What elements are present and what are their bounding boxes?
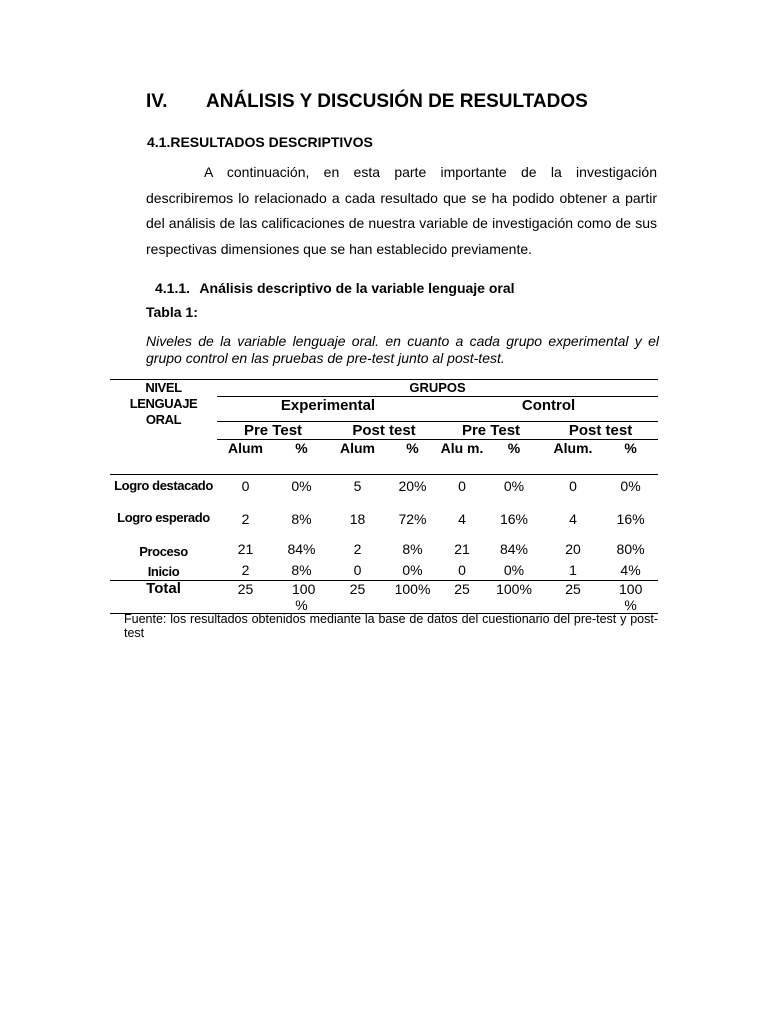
results-table [110, 379, 658, 614]
table-cell: 18 [349, 510, 366, 527]
table-row [110, 508, 658, 541]
col-header-alum: Alum [329, 440, 386, 475]
col-header-percent: % [485, 440, 543, 475]
table-cell: 0% [503, 478, 525, 494]
col-header-alum: Alum. [543, 440, 603, 475]
table-cell: 84% [499, 540, 529, 557]
table-cell: 2 [241, 510, 250, 527]
table-cell: 20% [398, 478, 427, 494]
header-pre-test-experimental: Pre Test [217, 422, 329, 440]
table-cell: 0 [329, 562, 386, 581]
row-label: Logro esperado [117, 509, 210, 525]
table-cell: 0% [386, 562, 439, 581]
header-experimental: Experimental [217, 397, 439, 422]
col-header-alum: Alum [217, 440, 274, 475]
col-header-percent: % [386, 440, 439, 475]
table-label: Tabla 1: [146, 304, 198, 320]
header-nivel: NIVEL LENGUAJE ORAL [110, 380, 217, 475]
table-cell: 84% [287, 540, 316, 557]
table-cell: 100% [386, 580, 439, 613]
header-control: Control [439, 397, 658, 422]
table-cell: 100 % [603, 580, 658, 613]
table-source-note: Fuente: los resultados obtenidos mediante la base de datos del cuestionario del pre-test y post-test [124, 612, 658, 640]
table-cell: 25 [329, 580, 386, 613]
table-caption: Niveles de la variable lenguaje oral. en cuanto a cada grupo experimental y el grupo control en las pruebas de pre-test junto al post-test. [146, 333, 659, 366]
table-cell: 25 [217, 580, 274, 613]
intro-paragraph: A continuación, en esta parte importante de la investigación describiremos lo relacionado a cada resultado que se ha podido obtener a partir del análisis de las calificaciones de nuestra variable de investigación como de sus respectivas dimensiones que se han establecido previamente. [146, 164, 657, 257]
table-cell: 0% [620, 478, 641, 494]
table-cell: 100% [485, 580, 543, 613]
table-cell: 20 [565, 540, 581, 557]
row-label: Inicio [110, 562, 217, 581]
table-cell: 0% [291, 478, 312, 494]
table-cell: 80% [616, 540, 645, 557]
table-cell: 5 [353, 478, 362, 494]
table-row [110, 475, 658, 508]
table-cell: 25 [543, 580, 603, 613]
table-cell: 2 [353, 540, 362, 557]
table-cell: 8% [274, 562, 329, 581]
table-cell: 1 [543, 562, 603, 581]
subsection-number: 4.1.1. [155, 280, 191, 296]
table-cell: 0 [241, 478, 250, 494]
table-cell: 16% [499, 510, 529, 527]
subsection-heading [155, 280, 515, 296]
table-cell: 0% [485, 562, 543, 581]
row-label-total: Total [110, 580, 217, 613]
table-cell: 25 [439, 580, 485, 613]
col-header-percent: % [603, 440, 658, 475]
table-cell: 16% [616, 510, 645, 527]
table-cell: 0 [458, 478, 466, 494]
chapter-number: IV. [146, 91, 168, 112]
table-row [110, 541, 658, 562]
table-cell: 2 [217, 562, 274, 581]
table-cell: 4 [569, 510, 577, 527]
table-cell: 72% [398, 510, 427, 527]
row-label: Proceso [139, 543, 188, 559]
header-grupos: GRUPOS [217, 380, 658, 397]
table-row-total [110, 580, 658, 613]
header-pre-test-control: Pre Test [439, 422, 543, 440]
table-cell: 0 [569, 478, 577, 494]
row-label: Logro destacado [114, 478, 213, 493]
table-cell: 21 [237, 540, 254, 557]
subsection-title: Análisis descriptivo de la variable lenguaje oral [199, 280, 515, 296]
header-post-test-experimental: Post test [329, 422, 439, 440]
table-cell: 8% [291, 510, 312, 527]
table-cell: 21 [454, 540, 470, 557]
header-post-test-control: Post test [543, 422, 658, 440]
section-heading: 4.1.RESULTADOS DESCRIPTIVOS [147, 134, 373, 150]
table-cell: 8% [402, 540, 423, 557]
table-cell: 100 % [274, 580, 329, 613]
col-header-alum: Alu m. [439, 440, 485, 475]
table-row [110, 562, 658, 581]
table-cell: 4% [603, 562, 658, 581]
chapter-title: ANÁLISIS Y DISCUSIÓN DE RESULTADOS [206, 91, 588, 112]
col-header-percent: % [274, 440, 329, 475]
table-cell: 4 [458, 510, 466, 527]
table-cell: 0 [439, 562, 485, 581]
chapter-heading [146, 91, 588, 113]
